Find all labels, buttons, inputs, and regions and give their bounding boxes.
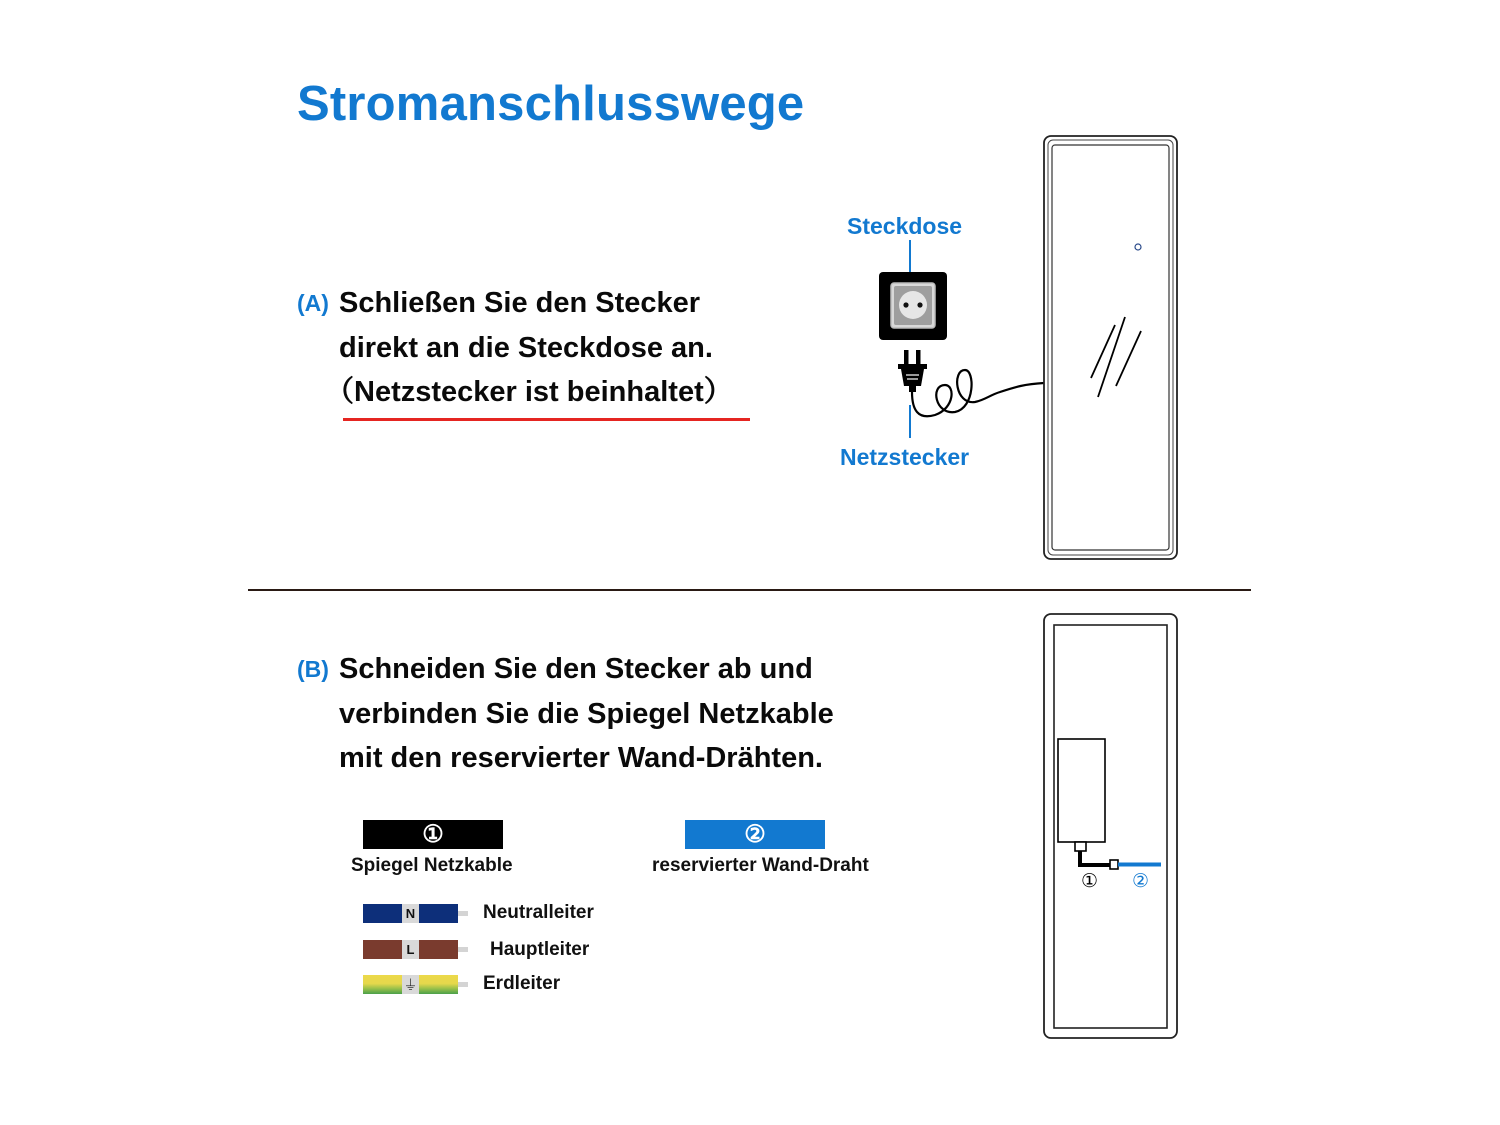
schuko-socket-icon (879, 272, 947, 340)
wall-wire-swatch (685, 820, 825, 849)
conductor-neutral (363, 904, 468, 923)
section-b-line-3: mit den reservierter Wand-Drähten. (339, 742, 823, 774)
socket-label: Steckdose (847, 213, 963, 239)
section-a-line-3: （Netzstecker ist beinhaltet） (325, 376, 733, 408)
mirror-cable-caption: Spiegel Netzkable (351, 855, 513, 876)
diagram-marker-2: ② (1132, 871, 1150, 892)
marker-1: ① (422, 821, 444, 848)
page-title: Stromanschlusswege (297, 77, 805, 131)
conductor-earth (363, 975, 468, 994)
earth-label: Erdleiter (483, 973, 561, 994)
mirror-front-icon (1043, 135, 1178, 560)
section-a-line-1: Schließen Sie den Stecker (339, 287, 701, 319)
wall-wire-caption: reservierter Wand-Draht (652, 855, 869, 876)
mirror-back-icon (1043, 613, 1178, 1039)
wire-tip (458, 982, 468, 987)
section-b-line-2: verbinden Sie die Spiegel Netzkable (339, 697, 834, 730)
conductor-live (363, 940, 468, 959)
earth-ground-icon: ⏚ (403, 976, 418, 993)
section-a-line-2: direkt an die Steckdose an. (339, 331, 713, 364)
section-b-line-1: Schneiden Sie den Stecker ab und (339, 653, 813, 685)
wire-tip (458, 911, 468, 916)
neutral-wire-swatch (363, 904, 458, 923)
power-cord (912, 370, 1044, 416)
power-plug-icon (898, 350, 927, 392)
section-b-instructions (339, 647, 834, 781)
plug-label: Netzstecker (840, 444, 970, 470)
marker-2: ② (744, 821, 766, 848)
mirror-cable-swatch (363, 820, 503, 849)
neutral-tag: N (402, 904, 419, 923)
section-b-label: (B) (297, 656, 329, 682)
live-wire-swatch (363, 940, 458, 959)
section-a-label: (A) (297, 290, 329, 316)
live-tag: L (402, 940, 419, 959)
diagram-marker-1: ① (1081, 871, 1099, 892)
wire-tip (458, 947, 468, 952)
neutral-label: Neutralleiter (483, 902, 594, 923)
live-label: Hauptleiter (490, 939, 590, 960)
earth-wire-swatch (363, 975, 458, 994)
section-divider (248, 589, 1251, 591)
driver-box (1058, 739, 1105, 842)
